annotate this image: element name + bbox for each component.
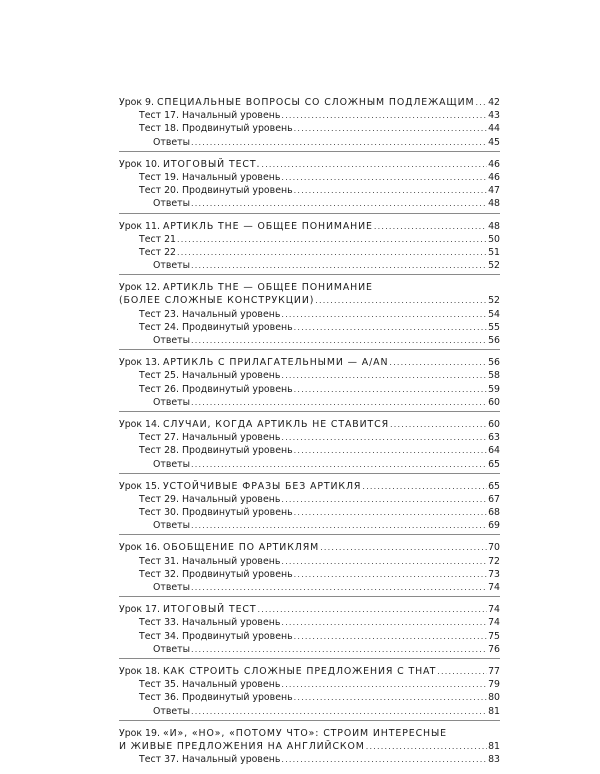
page-number: 55 <box>488 321 500 333</box>
lesson-block <box>119 665 500 721</box>
page-number: 69 <box>488 520 500 532</box>
page-number: 54 <box>488 308 500 320</box>
dot-leader <box>191 259 487 272</box>
lesson-title-text <box>119 281 373 294</box>
lesson-title-text <box>119 665 436 678</box>
dot-leader <box>294 321 487 334</box>
answers-label: Ответы <box>153 705 190 717</box>
page-number: 56 <box>488 335 500 346</box>
test-entry-row <box>119 233 500 246</box>
dot-leader <box>281 109 487 122</box>
page-number: 67 <box>488 493 500 505</box>
answers-label: Ответы <box>153 335 190 346</box>
page-number: 74 <box>488 617 500 629</box>
test-entry-row <box>119 444 500 457</box>
page-number: 77 <box>488 665 500 677</box>
test-entry-row <box>119 122 500 135</box>
test-entry-label: Тест 31. Начальный уровень <box>139 555 281 567</box>
dot-leader <box>389 356 487 369</box>
answers-label: Ответы <box>153 136 190 148</box>
dot-leader <box>177 233 487 246</box>
lesson-title-row <box>119 281 500 294</box>
lesson-title-row <box>119 480 500 493</box>
test-entry-label: Тест 24. Продвинутый уровень <box>139 321 293 333</box>
test-entry-row <box>119 109 500 122</box>
dot-leader <box>320 541 487 554</box>
lesson-title-text <box>119 418 389 431</box>
dot-leader <box>191 396 487 409</box>
lesson-title-row <box>119 603 500 616</box>
answers-row <box>119 259 500 272</box>
lesson-title: ОБОБЩЕНИЕ ПО АРТИКЛЯМ <box>162 542 320 554</box>
test-entry-row <box>119 678 500 691</box>
lesson-title-row <box>119 541 500 554</box>
answers-label: Ответы <box>153 396 190 408</box>
dot-leader <box>281 753 487 766</box>
page-number: 76 <box>488 643 500 655</box>
answers-label: Ответы <box>153 582 190 593</box>
table-of-contents <box>119 96 500 774</box>
page-number: 50 <box>488 233 500 245</box>
test-entry-row <box>119 616 500 629</box>
lesson-title: УСТОЙЧИВЫЕ ФРАЗЫ БЕЗ АРТИКЛЯ <box>162 480 362 492</box>
test-entry-label: Тест 23. Начальный уровень <box>139 308 281 320</box>
dot-leader <box>374 220 487 233</box>
lesson-number: Урок 13. <box>119 357 160 369</box>
test-entry-row <box>119 555 500 568</box>
page-number: 81 <box>488 740 500 752</box>
test-entry-row <box>119 369 500 382</box>
test-entry-label: Тест 35. Начальный уровень <box>139 679 281 691</box>
lesson-title-row <box>119 727 500 740</box>
lesson-block <box>119 418 500 474</box>
dot-leader <box>257 603 487 616</box>
lesson-title-row <box>119 665 500 678</box>
dot-leader <box>281 308 487 321</box>
test-entry-row <box>119 753 500 766</box>
lesson-number: Урок 14. <box>119 418 160 430</box>
dot-leader <box>294 444 487 457</box>
test-entry-label: Тест 32. Продвинутый уровень <box>139 568 293 580</box>
page-number: 52 <box>488 295 500 307</box>
dot-leader <box>191 519 487 532</box>
lesson-title: СПЕЦИАЛЬНЫЕ ВОПРОСЫ СО СЛОЖНЫМ ПОДЛЕЖАЩИМ <box>156 97 475 108</box>
page-number: 70 <box>488 542 500 554</box>
lesson-block <box>119 727 500 769</box>
lesson-block <box>119 541 500 597</box>
lesson-title-text <box>119 541 319 554</box>
dot-leader <box>281 493 487 506</box>
lesson-title-text <box>119 96 474 109</box>
test-entry-label: Тест 28. Продвинутый уровень <box>139 445 293 457</box>
lesson-title-text <box>119 158 260 171</box>
test-entry-row <box>119 246 500 259</box>
dot-leader <box>366 740 487 753</box>
test-entry-row <box>119 630 500 643</box>
lesson-number: Урок 19. <box>119 727 160 739</box>
lesson-title: ИТОГОВЫЙ ТЕСТ. <box>162 158 261 170</box>
answers-row <box>119 458 500 471</box>
dot-leader <box>177 246 487 259</box>
dot-leader <box>191 581 487 594</box>
lesson-title-text <box>119 356 388 369</box>
answers-row <box>119 581 500 594</box>
page-number: 80 <box>488 692 500 704</box>
page-number: 65 <box>488 458 500 470</box>
lesson-title: АРТИКЛЬ С ПРИЛАГАТЕЛЬНЫМИ — A/AN <box>162 357 389 369</box>
test-entry-row <box>119 321 500 334</box>
page-number: 81 <box>488 705 500 717</box>
test-entry-label: Тест 29. Начальный уровень <box>139 493 281 505</box>
page-number: 51 <box>488 246 500 258</box>
lesson-title-text <box>119 740 365 753</box>
dot-leader <box>315 294 487 307</box>
lesson-number: Урок 15. <box>119 480 160 492</box>
page-number: 75 <box>488 630 500 642</box>
answers-label: Ответы <box>153 643 190 655</box>
lesson-number: Урок 12. <box>119 282 160 294</box>
dot-leader <box>191 197 487 210</box>
page-number: 63 <box>488 432 500 444</box>
test-entry-row <box>119 568 500 581</box>
dot-leader <box>281 431 487 444</box>
page-number: 72 <box>488 555 500 567</box>
dot-leader <box>294 383 487 396</box>
dot-leader <box>294 630 487 643</box>
test-entry-label: Тест 22 <box>139 246 177 258</box>
test-entry-label: Тест 27. Начальный уровень <box>139 432 281 444</box>
lesson-title-text <box>119 294 314 307</box>
page-number: 64 <box>488 445 500 457</box>
page-number: 43 <box>488 110 500 122</box>
page-number: 52 <box>488 260 500 272</box>
page-number: 68 <box>488 507 500 519</box>
page-number: 60 <box>488 418 500 430</box>
dot-leader <box>281 555 487 568</box>
page-number: 56 <box>488 357 500 369</box>
lesson-title: КАК СТРОИТЬ СЛОЖНЫЕ ПРЕДЛОЖЕНИЯ С THAT <box>162 665 437 677</box>
test-entry-label: Тест 17. Начальный уровень <box>139 110 281 122</box>
lesson-title: И ЖИВЫЕ ПРЕДЛОЖЕНИЯ НА АНГЛИЙСКОМ <box>119 740 365 752</box>
lesson-title-text <box>119 480 361 493</box>
dot-leader <box>437 665 487 678</box>
lesson-title-row <box>119 356 500 369</box>
page-number: 59 <box>488 383 500 395</box>
test-entry-label: Тест 34. Продвинутый уровень <box>139 630 293 642</box>
page-number: 44 <box>488 123 500 135</box>
answers-row <box>119 197 500 210</box>
answers-label: Ответы <box>153 520 190 532</box>
dot-leader <box>281 171 487 184</box>
lesson-title-row <box>119 294 500 307</box>
page-number: 46 <box>488 158 500 170</box>
dot-leader <box>294 122 487 135</box>
lesson-number: Урок 10. <box>119 158 160 170</box>
test-entry-label: Тест 36. Продвинутый уровень <box>139 692 293 704</box>
dot-leader <box>261 158 487 171</box>
page-number: 73 <box>488 568 500 580</box>
test-entry-row <box>119 493 500 506</box>
page-number: 46 <box>488 171 500 183</box>
lesson-block <box>119 356 500 412</box>
lesson-block <box>119 281 500 350</box>
test-entry-label: Тест 25. Начальный уровень <box>139 370 281 382</box>
answers-row <box>119 136 500 149</box>
page-number: 60 <box>488 396 500 408</box>
dot-leader <box>294 506 487 519</box>
page-number: 42 <box>488 97 500 108</box>
dot-leader <box>281 678 487 691</box>
answers-label: Ответы <box>153 458 190 470</box>
dot-leader <box>294 184 487 197</box>
dot-leader <box>390 418 487 431</box>
test-entry-label: Тест 33. Начальный уровень <box>139 617 281 629</box>
answers-row <box>119 519 500 532</box>
answers-row <box>119 334 500 347</box>
dot-leader <box>191 705 487 718</box>
dot-leader <box>191 136 487 149</box>
lesson-title: СЛУЧАИ, КОГДА АРТИКЛЬ НЕ СТАВИТСЯ <box>162 418 390 430</box>
test-entry-row <box>119 506 500 519</box>
lesson-title: (БОЛЕЕ СЛОЖНЫЕ КОНСТРУКЦИИ) <box>119 295 315 307</box>
test-entry-row <box>119 184 500 197</box>
test-entry-row <box>119 308 500 321</box>
lesson-number: Урок 17. <box>119 604 160 616</box>
answers-row <box>119 643 500 656</box>
lesson-number: Урок 9. <box>119 97 154 108</box>
lesson-title-row <box>119 740 500 753</box>
dot-leader <box>475 96 487 109</box>
test-entry-row <box>119 171 500 184</box>
test-entry-label: Тест 20. Продвинутый уровень <box>139 185 293 197</box>
lesson-title: «И», «НО», «ПОТОМУ ЧТО»: СТРОИМ ИНТЕРЕСНЫЕ <box>162 727 447 739</box>
lesson-title-row <box>119 220 500 233</box>
dot-leader <box>294 691 487 704</box>
test-entry-label: Тест 19. Начальный уровень <box>139 171 281 183</box>
lesson-title: ИТОГОВЫЙ ТЕСТ <box>162 604 257 616</box>
page-number: 58 <box>488 370 500 382</box>
answers-label: Ответы <box>153 260 190 272</box>
test-entry-label: Тест 30. Продвинутый уровень <box>139 507 293 519</box>
page-number: 48 <box>488 198 500 210</box>
page-number: 74 <box>488 582 500 593</box>
dot-leader <box>191 458 487 471</box>
dot-leader <box>362 480 487 493</box>
lesson-title-row <box>119 158 500 171</box>
dot-leader <box>191 643 487 656</box>
lesson-title-row <box>119 418 500 431</box>
lesson-title-text <box>119 727 447 740</box>
dot-leader <box>281 616 487 629</box>
page-number: 45 <box>488 136 500 148</box>
lesson-number: Урок 16. <box>119 542 160 554</box>
lesson-title-text <box>119 603 256 616</box>
lesson-block <box>119 96 500 152</box>
test-entry-row <box>119 691 500 704</box>
lesson-title-text <box>119 220 373 233</box>
lesson-title-row <box>119 96 500 109</box>
page-number: 48 <box>488 220 500 232</box>
dot-leader <box>281 369 487 382</box>
lesson-number: Урок 18. <box>119 665 160 677</box>
test-entry-label: Тест 26. Продвинутый уровень <box>139 383 293 395</box>
lesson-block <box>119 480 500 536</box>
answers-row <box>119 705 500 718</box>
page-number: 65 <box>488 480 500 492</box>
test-entry-label: Тест 37. Начальный уровень <box>139 754 281 766</box>
dot-leader <box>191 334 487 347</box>
lesson-title: АРТИКЛЬ THE — ОБЩЕЕ ПОНИМАНИЕ <box>162 282 373 294</box>
lesson-block <box>119 603 500 659</box>
lesson-block <box>119 220 500 276</box>
answers-label: Ответы <box>153 198 190 210</box>
page-number: 83 <box>488 754 500 766</box>
test-entry-row <box>119 431 500 444</box>
page-number: 74 <box>488 604 500 616</box>
lesson-number: Урок 11. <box>119 220 160 232</box>
dot-leader <box>294 568 487 581</box>
test-entry-label: Тест 21 <box>139 233 177 245</box>
test-entry-label: Тест 18. Продвинутый уровень <box>139 123 293 135</box>
lesson-block <box>119 158 500 214</box>
page-number: 47 <box>488 185 500 197</box>
test-entry-row <box>119 383 500 396</box>
answers-row <box>119 396 500 409</box>
lesson-title: АРТИКЛЬ THE — ОБЩЕЕ ПОНИМАНИЕ <box>162 220 373 232</box>
page-number: 79 <box>488 679 500 691</box>
